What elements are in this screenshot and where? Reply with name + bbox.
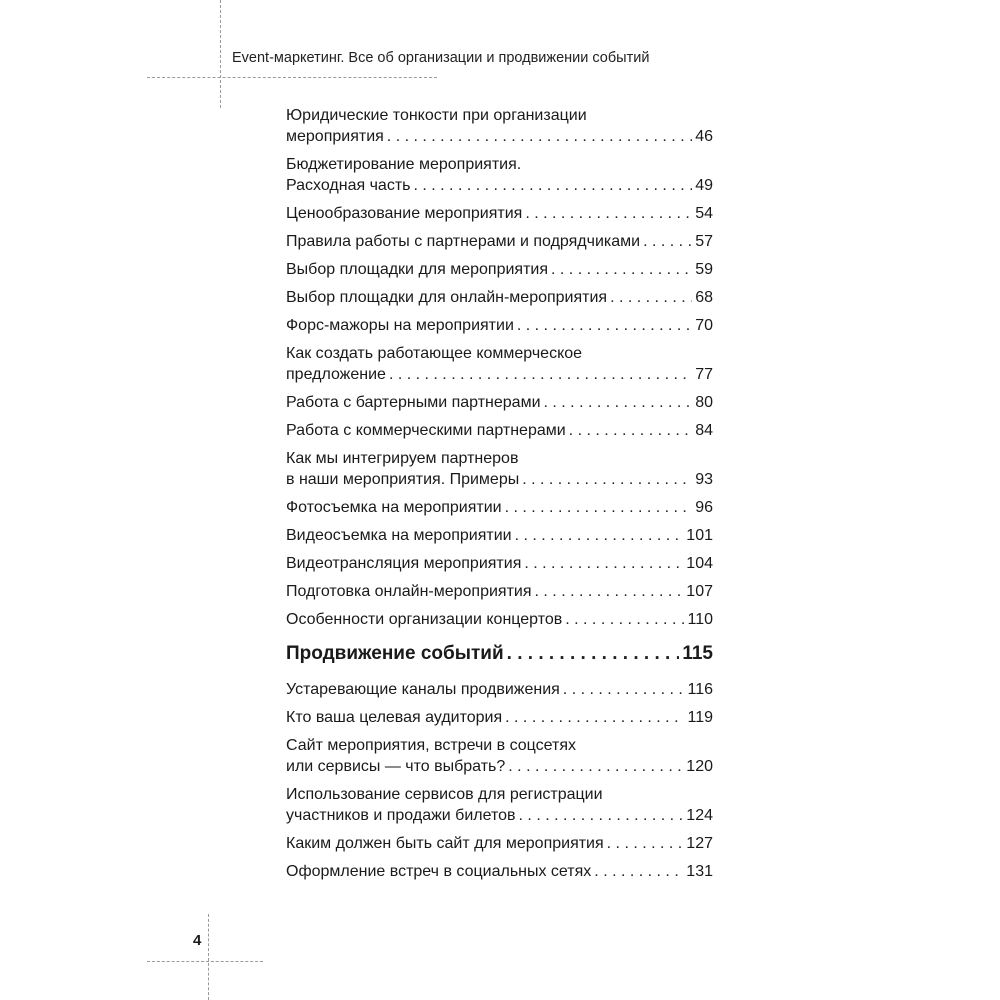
toc-entry[interactable] — [286, 315, 713, 336]
entry-title: Оформление встреч в социальных сетях — [286, 863, 592, 880]
entry-row — [286, 497, 713, 518]
entry-title: Выбор площадки для мероприятия — [286, 261, 549, 278]
entry-page: 104 — [686, 555, 713, 572]
entry-title: Фотосъемка на мероприятии — [286, 499, 502, 516]
crop-mark-top-vertical — [220, 0, 221, 108]
entry-title: Работа с бартерными партнерами — [286, 394, 541, 411]
entry-page: 80 — [695, 394, 713, 411]
entry-title: Расходная часть — [286, 177, 411, 194]
entry-title: Подготовка онлайн-мероприятия — [286, 583, 532, 600]
entry-title: предложение — [286, 366, 386, 383]
toc-entry[interactable] — [286, 707, 713, 728]
dot-leader — [594, 861, 683, 882]
entry-title: участников и продажи билетов — [286, 807, 516, 824]
entry-page: 124 — [686, 807, 713, 824]
entry-title: Устаревающие каналы продвижения — [286, 681, 560, 698]
toc-entry[interactable] — [286, 784, 713, 826]
entry-row — [286, 392, 713, 413]
entry-title: Работа с коммерческими партнерами — [286, 422, 566, 439]
toc-list-b — [286, 679, 713, 882]
dot-leader — [413, 175, 692, 196]
entry-row — [286, 315, 713, 336]
entry-row — [286, 469, 713, 490]
entry-title: Правила работы с партнерами и подрядчиками — [286, 233, 641, 250]
entry-page: 77 — [695, 366, 713, 383]
toc-entry[interactable] — [286, 861, 713, 882]
entry-title: Кто ваша целевая аудитория — [286, 709, 503, 726]
entry-row — [286, 679, 713, 700]
entry-row — [286, 756, 713, 777]
dot-leader — [517, 315, 692, 336]
toc-entry[interactable] — [286, 448, 713, 490]
entry-page: 57 — [695, 233, 713, 250]
toc-entry[interactable] — [286, 343, 713, 385]
entry-title: Видеосъемка на мероприятии — [286, 527, 512, 544]
dot-leader — [505, 497, 693, 518]
entry-title-line: Сайт мероприятия, встречи в соцсетях — [286, 737, 577, 754]
toc-section-heading[interactable] — [286, 642, 713, 666]
toc-entry[interactable] — [286, 154, 713, 196]
entry-page: 119 — [687, 709, 713, 726]
dot-leader — [522, 469, 692, 490]
toc-entry[interactable] — [286, 525, 713, 546]
toc-entry[interactable] — [286, 231, 713, 252]
entry-title-line: Как мы интегрируем партнеров — [286, 450, 519, 467]
entry-row — [286, 581, 713, 602]
toc-entry[interactable] — [286, 259, 713, 280]
entry-page: 101 — [686, 527, 713, 544]
entry-title: Выбор площадки для онлайн-мероприятия — [286, 289, 608, 306]
entry-title: мероприятия — [286, 128, 384, 145]
entry-page: 70 — [695, 317, 713, 334]
dot-leader — [643, 231, 692, 252]
entry-title: Ценообразование мероприятия — [286, 205, 523, 222]
dot-leader — [519, 805, 684, 826]
entry-page: 120 — [686, 758, 713, 775]
toc-list-a — [286, 105, 713, 630]
toc-entry[interactable] — [286, 581, 713, 602]
entry-title-line: Юридические тонкости при организации — [286, 107, 587, 124]
dot-leader — [607, 833, 684, 854]
crop-mark-bottom-vertical — [208, 914, 209, 1000]
dot-leader — [565, 609, 684, 630]
entry-row — [286, 231, 713, 252]
entry-page: 110 — [687, 611, 713, 628]
entry-title: в наши мероприятия. Примеры — [286, 471, 520, 488]
entry-page: 96 — [695, 499, 713, 516]
entry-page: 116 — [687, 681, 713, 698]
toc-entry[interactable] — [286, 735, 713, 777]
entry-title: Видеотрансляция мероприятия — [286, 555, 522, 572]
running-head: Event-маркетинг. Все об организации и продвижении событий — [232, 50, 650, 66]
entry-row — [286, 707, 713, 728]
dot-leader — [524, 553, 683, 574]
toc-entry[interactable] — [286, 609, 713, 630]
entry-page: 107 — [686, 583, 713, 600]
entry-page: 84 — [695, 422, 713, 439]
entry-row — [286, 259, 713, 280]
toc-entry[interactable] — [286, 679, 713, 700]
dot-leader — [387, 126, 692, 147]
entry-page: 59 — [695, 261, 713, 278]
page-number: 4 — [193, 932, 202, 949]
entry-row — [286, 175, 713, 196]
entry-title: Форс-мажоры на мероприятии — [286, 317, 514, 334]
entry-title: Каким должен быть сайт для мероприятия — [286, 835, 604, 852]
toc-entry[interactable] — [286, 420, 713, 441]
entry-row — [286, 833, 713, 854]
entry-row — [286, 553, 713, 574]
dot-leader — [508, 756, 683, 777]
dot-leader — [544, 392, 693, 413]
toc-entry[interactable] — [286, 203, 713, 224]
entry-page: 93 — [695, 471, 713, 488]
entry-page: 46 — [695, 128, 713, 145]
toc-entry[interactable] — [286, 553, 713, 574]
entry-row — [286, 609, 713, 630]
toc-entry[interactable] — [286, 392, 713, 413]
entry-title: или сервисы — что выбрать? — [286, 758, 506, 775]
table-of-contents — [286, 105, 713, 889]
entry-page: 127 — [686, 835, 713, 852]
section-page: 115 — [682, 643, 713, 664]
crop-mark-bottom-horizontal — [147, 961, 263, 962]
dot-leader — [610, 287, 692, 308]
toc-entry[interactable] — [286, 287, 713, 308]
crop-mark-top-horizontal — [147, 77, 437, 78]
dot-leader — [525, 203, 692, 224]
dot-leader — [563, 679, 685, 700]
dot-leader — [389, 364, 692, 385]
entry-page: 131 — [686, 863, 713, 880]
entry-page: 54 — [695, 205, 713, 222]
dot-leader — [515, 525, 684, 546]
entry-row — [286, 287, 713, 308]
entry-page: 68 — [695, 289, 713, 306]
entry-row — [286, 525, 713, 546]
entry-title-line: Как создать работающее коммерческое — [286, 345, 583, 362]
entry-title-line: Бюджетирование мероприятия. — [286, 156, 522, 173]
entry-row — [286, 126, 713, 147]
toc-entry[interactable] — [286, 497, 713, 518]
dot-leader — [535, 581, 684, 602]
entry-page: 49 — [695, 177, 713, 194]
entry-row — [286, 420, 713, 441]
dot-leader — [551, 259, 692, 280]
entry-title-line: Использование сервисов для регистрации — [286, 786, 603, 803]
dot-leader — [505, 707, 684, 728]
entry-row — [286, 805, 713, 826]
entry-row — [286, 364, 713, 385]
toc-entry[interactable] — [286, 833, 713, 854]
section-title: Продвижение событий — [286, 643, 504, 664]
entry-row — [286, 861, 713, 882]
toc-entry[interactable] — [286, 105, 713, 147]
dot-leader — [507, 642, 680, 666]
entry-title: Особенности организации концертов — [286, 611, 563, 628]
dot-leader — [569, 420, 693, 441]
entry-row — [286, 203, 713, 224]
